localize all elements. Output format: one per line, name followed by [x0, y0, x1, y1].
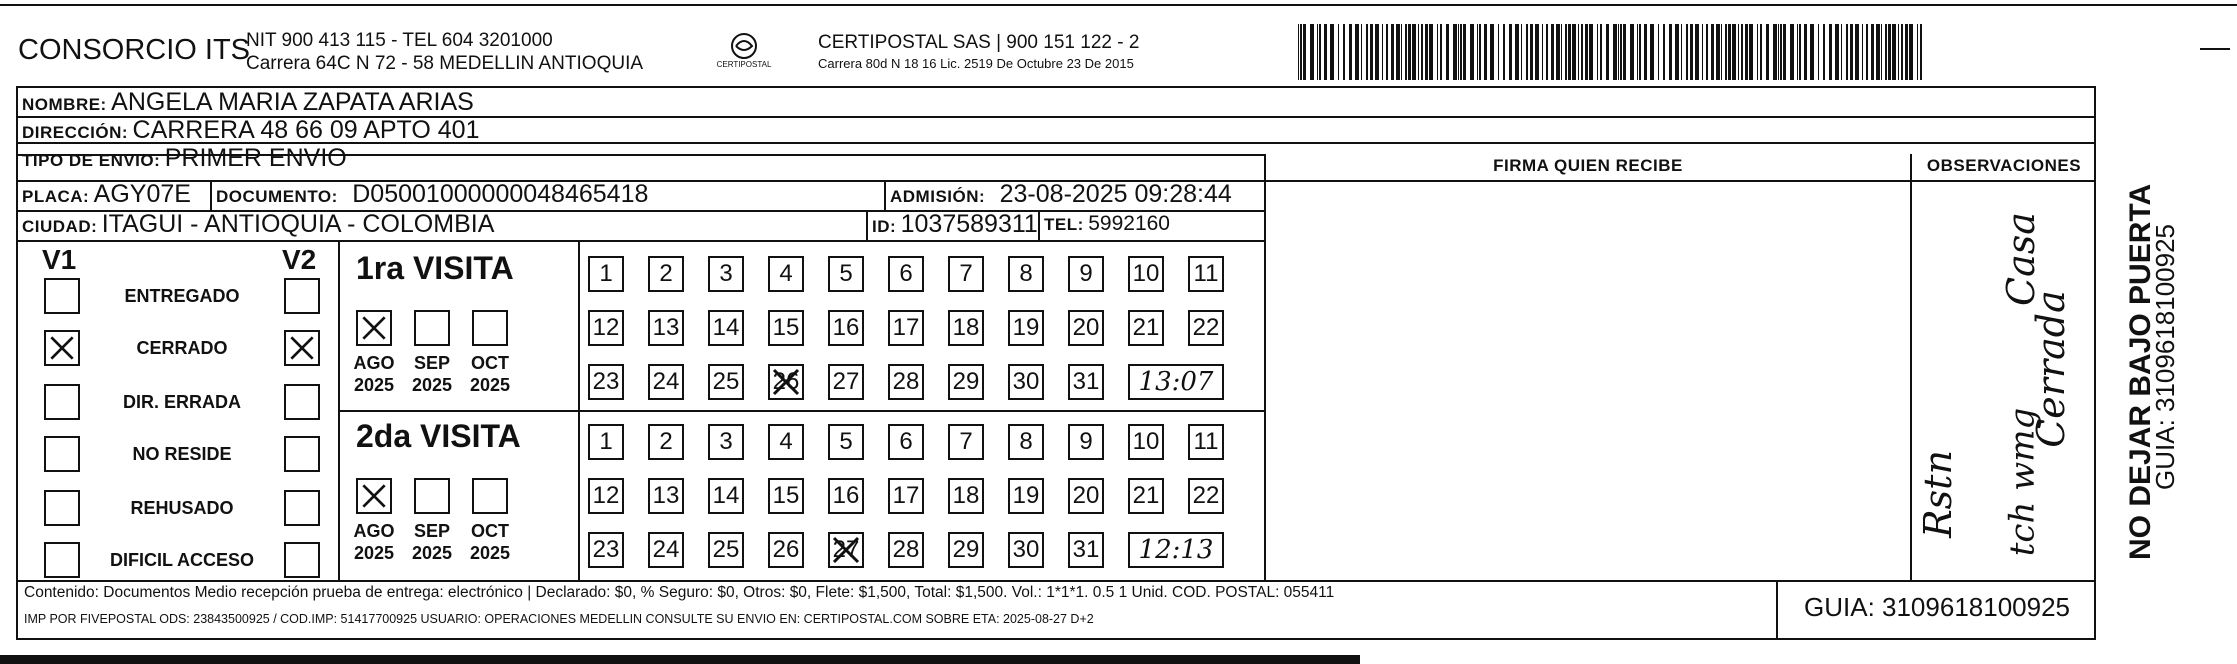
day-number: 3	[719, 260, 733, 287]
visit2-month-checkbox[interactable]	[472, 478, 508, 514]
day-number: 18	[952, 482, 980, 509]
day-number: 8	[1019, 260, 1033, 287]
visit1-day-box[interactable]	[1008, 310, 1044, 346]
visit1-day-box[interactable]	[708, 310, 744, 346]
visit2-day-box[interactable]	[888, 532, 924, 568]
admision-value: 23-08-2025 09:28:44	[999, 180, 1232, 208]
month-year: 2025	[411, 543, 453, 563]
visit1-day-box[interactable]	[588, 364, 624, 400]
visit1-day-box[interactable]	[888, 256, 924, 292]
visit2-day-box[interactable]	[1008, 532, 1044, 568]
day-number: 17	[892, 482, 920, 509]
imp-line: IMP POR FIVEPOSTAL ODS: 23843500925 / COD.IMP: 51417700925 USUARIO: OPERACIONES MEDELLIN CONSULTE SU ENVIO EN: CERTIPOSTAL.COM SOBRE ETA: 2025-08-27 D+2	[24, 612, 1094, 626]
day-number: 27	[832, 368, 860, 395]
visit2-day-box[interactable]	[1128, 424, 1164, 460]
direccion-label: DIRECCIÓN:	[22, 123, 129, 142]
id-row	[872, 210, 1038, 239]
day-number: 1	[599, 428, 613, 455]
day-number: 26	[772, 536, 800, 563]
day-number: 15	[772, 482, 800, 509]
visit1-month-checkbox[interactable]	[414, 310, 450, 346]
v1-checkbox[interactable]	[44, 490, 80, 526]
company-nit: NIT 900 413 115 - TEL 604 3201000	[246, 30, 553, 51]
nombre-value: ANGELA MARIA ZAPATA ARIAS	[111, 88, 474, 116]
month-year: 2025	[353, 375, 395, 395]
visit2-day-box[interactable]	[1068, 532, 1104, 568]
edge-dash	[2200, 48, 2230, 50]
logo-text: CERTIPOSTAL	[716, 60, 772, 69]
visit1-day-box[interactable]	[1128, 256, 1164, 292]
visit2-day-box[interactable]	[588, 424, 624, 460]
month-name: AGO	[353, 521, 395, 541]
month-name: SEP	[413, 353, 451, 373]
visit1-day-box[interactable]	[948, 256, 984, 292]
day-number: 25	[712, 536, 740, 563]
rule	[884, 180, 886, 210]
visit1-day-box[interactable]	[1068, 364, 1104, 400]
day-number: 11	[1193, 260, 1219, 287]
day-number: 6	[899, 428, 913, 455]
visit2-day-box[interactable]	[1188, 424, 1224, 460]
rule	[866, 210, 868, 240]
day-number: 10	[1132, 428, 1160, 455]
visit1-day-box[interactable]	[948, 364, 984, 400]
day-number: 4	[779, 260, 793, 287]
top-border	[0, 4, 2237, 6]
month-year: 2025	[411, 375, 453, 395]
visit2-month-label	[462, 520, 518, 564]
day-number: 12	[592, 314, 620, 341]
direccion-row	[22, 116, 479, 145]
day-number: 1	[599, 260, 613, 287]
day-number: 24	[652, 536, 680, 563]
certipostal-line1: CERTIPOSTAL SAS | 900 151 122 - 2	[818, 32, 1140, 53]
visit2-day-box[interactable]	[948, 532, 984, 568]
visit1-month-label	[404, 352, 460, 396]
month-name: AGO	[353, 353, 395, 373]
day-number: 27	[832, 536, 860, 563]
day-number: 14	[712, 314, 740, 341]
day-number: 30	[1012, 536, 1040, 563]
visit2-day-box[interactable]	[1068, 424, 1104, 460]
day-number: 4	[779, 428, 793, 455]
nombre-row	[22, 88, 474, 117]
visit1-day-box[interactable]	[948, 310, 984, 346]
placa-row	[22, 180, 191, 209]
handwriting-line: tch wmg	[2002, 407, 2043, 557]
day-number: 8	[1019, 428, 1033, 455]
day-number: 18	[952, 314, 980, 341]
day-number: 13	[652, 482, 680, 509]
visit2-day-box[interactable]	[1188, 478, 1224, 514]
rule	[16, 580, 2096, 582]
day-number: 20	[1072, 314, 1100, 341]
tel-value: 5992160	[1088, 212, 1170, 235]
visit2-title: 2da VISITA	[356, 418, 521, 454]
day-number: 3	[719, 428, 733, 455]
visit2-month-checkbox[interactable]	[414, 478, 450, 514]
month-name: SEP	[413, 521, 451, 541]
visit2-day-box[interactable]	[828, 532, 864, 568]
day-number: 9	[1079, 260, 1093, 287]
v1-label: V1	[42, 244, 77, 275]
day-number: 13	[652, 314, 680, 341]
month-year: 2025	[469, 543, 511, 563]
placa-value: AGY07E	[93, 180, 191, 208]
visit1-title: 1ra VISITA	[356, 250, 514, 286]
observaciones-label: OBSERVACIONES	[1926, 156, 2082, 175]
day-number: 5	[839, 260, 853, 287]
side-note-text: NO DEJAR BAJO PUERTA	[2124, 183, 2157, 560]
rule	[1264, 154, 1266, 580]
visit1-day-box[interactable]	[828, 256, 864, 292]
visit2-day-box[interactable]	[648, 478, 684, 514]
day-number: 26	[772, 368, 800, 395]
rule	[210, 180, 212, 210]
day-number: 11	[1193, 428, 1219, 455]
v2-checkbox[interactable]	[284, 384, 320, 420]
contenido-line: Contenido: Documentos Medio recepción prueba de entrega: electrónico | Declarado: $0, % Seguro: $0, Otros: $0, Flete: $1,500, Total: $1,500. Vol.: 1*1*1. 0.5 1 Unid. COD. POSTAL: 055411	[24, 584, 1335, 601]
day-number: 16	[832, 482, 860, 509]
id-label: ID:	[872, 217, 897, 236]
v1-checkbox[interactable]	[44, 542, 80, 578]
barcode	[1298, 24, 1930, 80]
visit2-day-box[interactable]	[708, 478, 744, 514]
ciudad-row	[22, 210, 494, 239]
tipo-row	[22, 144, 347, 173]
day-number: 6	[899, 260, 913, 287]
month-year: 2025	[469, 375, 511, 395]
v1-checkbox[interactable]	[44, 384, 80, 420]
month-name: OCT	[471, 353, 509, 373]
ciudad-label: CIUDAD:	[22, 217, 98, 236]
day-number: 22	[1192, 482, 1220, 509]
rule	[338, 410, 1264, 412]
visit2-day-box[interactable]	[1128, 478, 1164, 514]
bottom-bar	[0, 655, 1360, 664]
handwriting-line: Rstn	[1915, 450, 1960, 538]
side-note	[2104, 110, 2157, 560]
day-number: 7	[959, 428, 973, 455]
visit1-day-box[interactable]	[708, 364, 744, 400]
day-number: 31	[1072, 536, 1100, 563]
day-number: 17	[892, 314, 920, 341]
day-number: 24	[652, 368, 680, 395]
day-number: 15	[772, 314, 800, 341]
day-number: 30	[1012, 368, 1040, 395]
id-value: 1037589311	[900, 210, 1038, 238]
visit2-day-box[interactable]	[828, 424, 864, 460]
visit2-day-box[interactable]	[768, 478, 804, 514]
visit2-day-box[interactable]	[588, 532, 624, 568]
tipo-value: PRIMER ENVIO	[164, 144, 347, 172]
v2-checkbox[interactable]	[284, 490, 320, 526]
day-number: 22	[1192, 314, 1220, 341]
visit1-day-box[interactable]	[1008, 256, 1044, 292]
admision-row	[890, 180, 1232, 209]
edge-dash	[2200, 4, 2230, 6]
visit2-time-note: 12:13	[1128, 532, 1224, 568]
visit2-day-box[interactable]	[948, 424, 984, 460]
day-number: 28	[892, 536, 920, 563]
day-number: 14	[712, 482, 740, 509]
handwriting-line: Casa	[1998, 212, 2043, 306]
company-name: CONSORCIO ITS	[18, 34, 251, 66]
visit2-month-checkbox[interactable]	[356, 478, 392, 514]
v2-label: V2	[282, 244, 317, 275]
day-number: 23	[592, 536, 620, 563]
visit2-day-box[interactable]	[648, 424, 684, 460]
day-number: 28	[892, 368, 920, 395]
footer-guia: GUIA: 3109618100925	[1804, 592, 2070, 622]
visit1-month-label	[346, 352, 402, 396]
visit1-day-box[interactable]	[1188, 256, 1224, 292]
visit1-day-box[interactable]	[828, 310, 864, 346]
visit2-day-box[interactable]	[888, 424, 924, 460]
day-number: 29	[952, 536, 980, 563]
visit1-day-box[interactable]	[1068, 310, 1104, 346]
visit1-day-box[interactable]	[888, 364, 924, 400]
status-reason-label: CERRADO	[136, 338, 228, 358]
day-number: 21	[1132, 314, 1160, 341]
visit1-day-box[interactable]	[768, 256, 804, 292]
visit1-day-box[interactable]	[1128, 310, 1164, 346]
visit1-day-box[interactable]	[588, 310, 624, 346]
rule	[1038, 210, 1040, 240]
visit2-day-box[interactable]	[768, 424, 804, 460]
visit1-month-checkbox[interactable]	[356, 310, 392, 346]
visit2-day-box[interactable]	[1068, 478, 1104, 514]
visit2-day-box[interactable]	[768, 532, 804, 568]
status-reason-label: NO RESIDE	[132, 444, 232, 464]
day-number: 21	[1132, 482, 1160, 509]
v2-checkbox[interactable]	[284, 542, 320, 578]
visit2-day-box[interactable]	[648, 532, 684, 568]
ciudad-value: ITAGUI - ANTIOQUIA - COLOMBIA	[101, 210, 495, 238]
day-number: 31	[1072, 368, 1100, 395]
side-guia	[2142, 160, 2182, 560]
day-number: 20	[1072, 482, 1100, 509]
status-reason-label: ENTREGADO	[124, 286, 240, 306]
visit1-day-box[interactable]	[708, 256, 744, 292]
visit1-day-box[interactable]	[768, 364, 804, 400]
status-reason-label: DIFICIL ACCESO	[109, 550, 254, 570]
visit1-day-box[interactable]	[588, 256, 624, 292]
v2-checkbox[interactable]	[284, 278, 320, 314]
status-reason-label: REHUSADO	[130, 498, 234, 518]
v2-checkbox[interactable]	[284, 436, 320, 472]
day-number: 16	[832, 314, 860, 341]
v1-checkbox[interactable]	[44, 278, 80, 314]
documento-row	[216, 180, 648, 209]
handwriting-line: Cerrada	[2028, 290, 2073, 448]
v2-checkbox[interactable]	[284, 330, 320, 366]
certipostal-line2: Carrera 80d N 18 16 Lic. 2519 De Octubre 23 De 2015	[818, 56, 1134, 71]
visit1-day-box[interactable]	[1068, 256, 1104, 292]
visit1-day-box[interactable]	[648, 310, 684, 346]
day-number: 12	[592, 482, 620, 509]
company-address: Carrera 64C N 72 - 58 MEDELLIN ANTIOQUIA	[246, 53, 644, 74]
placa-label: PLACA:	[22, 187, 90, 206]
nombre-label: NOMBRE:	[22, 95, 107, 114]
visit2-day-box[interactable]	[828, 478, 864, 514]
firma-label: FIRMA QUIEN RECIBE	[1493, 156, 1683, 175]
visit2-day-box[interactable]	[708, 424, 744, 460]
visit1-day-box[interactable]	[648, 364, 684, 400]
visit2-day-box[interactable]	[888, 478, 924, 514]
visit1-day-box[interactable]	[828, 364, 864, 400]
visit2-day-box[interactable]	[708, 532, 744, 568]
visit1-day-box[interactable]	[648, 256, 684, 292]
day-number: 9	[1079, 428, 1093, 455]
visit2-day-box[interactable]	[948, 478, 984, 514]
month-name: OCT	[471, 521, 509, 541]
observaciones-handwriting	[1912, 182, 2096, 580]
status-reason-label: DIR. ERRADA	[122, 392, 241, 412]
certipostal-logo	[712, 32, 776, 74]
day-number: 2	[659, 260, 673, 287]
visit2-day-box[interactable]	[588, 478, 624, 514]
documento-label: DOCUMENTO:	[216, 187, 338, 206]
rule	[16, 240, 1264, 242]
visit1-day-box[interactable]	[1008, 364, 1044, 400]
visit2-day-box[interactable]	[1008, 424, 1044, 460]
day-number: 7	[959, 260, 973, 287]
side-guia-text: GUIA: 3109618100925	[2150, 224, 2180, 490]
day-number: 10	[1132, 260, 1160, 287]
visit1-month-checkbox[interactable]	[472, 310, 508, 346]
v1-checkbox[interactable]	[44, 330, 80, 366]
visit2-month-label	[346, 520, 402, 564]
visit2-month-label	[404, 520, 460, 564]
barcode-bars	[1298, 24, 1930, 80]
tel-label: TEL:	[1044, 215, 1084, 234]
day-number: 5	[839, 428, 853, 455]
day-number: 23	[592, 368, 620, 395]
visit1-day-box[interactable]	[888, 310, 924, 346]
admision-label: ADMISIÓN:	[890, 187, 986, 206]
v1-checkbox[interactable]	[44, 436, 80, 472]
month-year: 2025	[353, 543, 395, 563]
visit1-time-note: 13:07	[1128, 364, 1224, 400]
day-number: 25	[712, 368, 740, 395]
visit1-month-label	[462, 352, 518, 396]
tel-row	[1044, 212, 1170, 236]
documento-value: D05001000000048465418	[352, 180, 649, 208]
visit2-day-box[interactable]	[1008, 478, 1044, 514]
direccion-value: CARRERA 48 66 09 APTO 401	[132, 116, 480, 144]
visit1-day-box[interactable]	[768, 310, 804, 346]
day-number: 2	[659, 428, 673, 455]
day-number: 29	[952, 368, 980, 395]
day-number: 19	[1012, 482, 1040, 509]
day-number: 19	[1012, 314, 1040, 341]
visit1-day-box[interactable]	[1188, 310, 1224, 346]
tipo-label: TIPO DE ENVIO:	[22, 151, 161, 170]
